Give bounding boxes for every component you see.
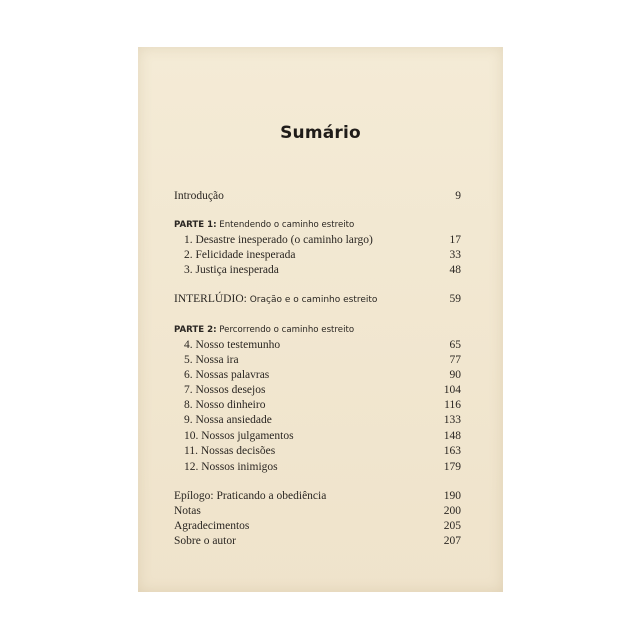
- toc-page-number: 9: [455, 190, 461, 202]
- toc-entry-chapter: [184, 248, 461, 262]
- part-label: PARTE 2:: [174, 325, 217, 335]
- toc-entry-label: 11. Nossas decisões: [184, 445, 276, 457]
- interlude-title: Oração e o caminho estreito: [249, 295, 378, 305]
- toc-entry-chapter: [184, 338, 461, 352]
- toc-entry-chapter: [184, 429, 461, 443]
- part-subtitle: Percorrendo o caminho estreito: [219, 325, 355, 335]
- toc-entry-label: Introdução: [174, 190, 224, 202]
- toc-entry-label: 4. Nosso testemunho: [184, 339, 281, 351]
- toc-page-number: 116: [444, 399, 461, 411]
- toc-entry-label: Agradecimentos: [174, 520, 250, 532]
- toc-entry-interlude: [174, 292, 461, 306]
- toc-entry-label: 1. Desastre inesperado (o caminho largo): [184, 234, 373, 246]
- toc-page-number: 104: [443, 384, 461, 396]
- toc-entry-chapter: [184, 368, 461, 382]
- part-1-heading: [174, 219, 354, 231]
- toc-entry-label: 10. Nossos julgamentos: [184, 430, 294, 442]
- toc-entry-label: 9. Nossa ansiedade: [184, 414, 272, 426]
- toc-entry-label: Epílogo: Praticando a obediência: [174, 490, 327, 502]
- toc-page-number: 90: [449, 369, 461, 381]
- interlude-label: INTERLÚDIO:: [174, 293, 247, 305]
- toc-entry-chapter: [184, 233, 461, 247]
- toc-entry-chapter: [184, 444, 461, 458]
- toc-entry-label: 2. Felicidade inesperada: [184, 249, 296, 261]
- toc-entry-label: 12. Nossos inimigos: [184, 461, 278, 473]
- toc-page-number: 148: [443, 430, 461, 442]
- toc-page-number: 200: [443, 505, 461, 517]
- toc-entry-chapter: [184, 353, 461, 367]
- toc-page-number: 59: [449, 293, 461, 305]
- toc-entry-label: 3. Justiça inesperada: [184, 264, 279, 276]
- toc-entry-chapter: [184, 398, 461, 412]
- toc-entry-label: 7. Nossos desejos: [184, 384, 266, 396]
- toc-entry-label: 6. Nossas palavras: [184, 369, 270, 381]
- toc-entry-chapter: [184, 413, 461, 427]
- toc-entry-about-author: [174, 534, 461, 548]
- toc-page-number: 179: [443, 461, 461, 473]
- toc-entry-chapter: [184, 263, 461, 277]
- page-title: Sumário: [280, 123, 361, 143]
- toc-page-number: 163: [443, 445, 461, 457]
- toc-page-number: 77: [449, 354, 461, 366]
- toc-entry-notes: [174, 504, 461, 518]
- toc-entry-label: 8. Nosso dinheiro: [184, 399, 266, 411]
- toc-page-number: 33: [449, 249, 461, 261]
- toc-page-number: 65: [449, 339, 461, 351]
- toc-page-number: 17: [449, 234, 461, 246]
- toc-page-number: 133: [443, 414, 461, 426]
- toc-page-number: 190: [443, 490, 461, 502]
- toc-page-number: 48: [449, 264, 461, 276]
- toc-page-number: 207: [443, 535, 461, 547]
- part-2-heading: [174, 324, 354, 336]
- toc-entry-label: Notas: [174, 505, 201, 517]
- toc-page-number: 205: [443, 520, 461, 532]
- part-label: PARTE 1:: [174, 220, 217, 230]
- part-subtitle: Entendendo o caminho estreito: [219, 220, 355, 230]
- toc-entry-label: Sobre o autor: [174, 535, 236, 547]
- book-page: [138, 47, 503, 592]
- toc-entry-introduction: [174, 189, 461, 203]
- toc-entry-epilogue: [174, 489, 461, 503]
- toc-entry-acknowledgements: [174, 519, 461, 533]
- toc-entry-chapter: [184, 383, 461, 397]
- toc-entry-label: 5. Nossa ira: [184, 354, 239, 366]
- toc-entry-chapter: [184, 460, 461, 474]
